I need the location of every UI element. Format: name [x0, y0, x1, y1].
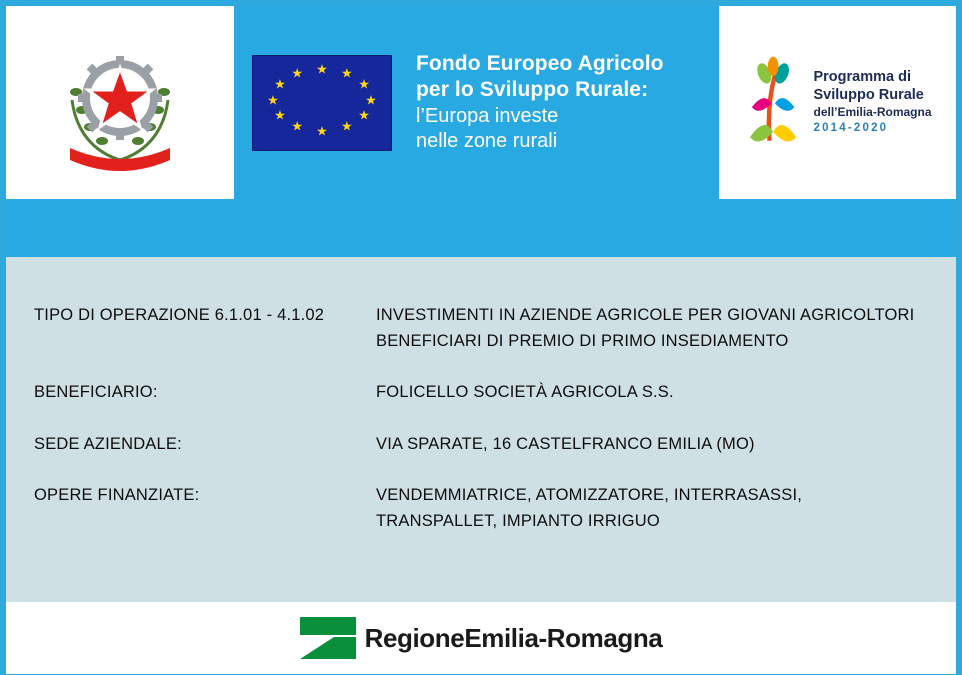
blue-divider-band: [6, 199, 956, 257]
detail-row: [34, 483, 928, 534]
fund-subtitle-line1: l’Europa investe: [416, 104, 559, 127]
fund-subtitle-line2: nelle zone rurali: [416, 129, 558, 152]
psr-logo-container: [719, 6, 956, 199]
fund-title-line1: Fondo Europeo Agricolo: [416, 51, 664, 75]
row-value-line: INVESTIMENTI IN AZIENDE AGRICOLE PER GIOVANI AGRICOLTORI: [376, 306, 915, 324]
poster-footer: [6, 602, 956, 674]
eu-flag-icon: ★ ★ ★ ★ ★ ★ ★ ★ ★ ★ ★ ★: [252, 55, 392, 151]
psr-line1: Programma di: [813, 69, 911, 86]
eu-fund-text: [416, 51, 664, 154]
row-value-works: [376, 483, 928, 534]
psr-symbol-icon: [743, 54, 805, 151]
poster-header: [6, 6, 956, 199]
detail-row: [34, 432, 928, 458]
psr-line2: Sviluppo Rurale: [813, 87, 924, 104]
row-value-line: VIA SPARATE, 16 CASTELFRANCO EMILIA (MO): [376, 434, 755, 453]
row-value-line: FOLICELLO SOCIETÀ AGRICOLA S.S.: [376, 383, 674, 402]
detail-row: [34, 303, 928, 354]
row-value-line: BENEFICIARI DI PREMIO DI PRIMO INSEDIAMENTO: [376, 331, 789, 350]
psr-years: 2014-2020: [813, 122, 889, 135]
row-label-operation: TIPO DI OPERAZIONE 6.1.01 - 4.1.02: [34, 306, 325, 324]
row-label-beneficiary: BENEFICIARIO:: [34, 383, 158, 402]
row-label-works: OPERE FINANZIATE:: [34, 486, 200, 505]
italian-republic-emblem-icon: [60, 28, 180, 178]
regione-mark-icon: [300, 617, 356, 659]
row-value-beneficiary: [376, 380, 928, 406]
row-value-line: TRANSPALLET, IMPIANTO IRRIGUO: [376, 511, 660, 530]
fund-title-line2: per lo Sviluppo Rurale:: [416, 78, 649, 102]
psr-line3: dell’Emilia-Romagna: [813, 104, 932, 119]
project-details: [6, 257, 956, 602]
detail-row: [34, 380, 928, 406]
regione-emilia-romagna-logo: [300, 617, 663, 659]
eu-fund-banner: [234, 6, 719, 199]
row-value-operation: [376, 303, 928, 354]
row-value-location: [376, 432, 928, 458]
row-value-line: VENDEMMIATRICE, ATOMIZZATORE, INTERRASASSI,: [376, 486, 803, 505]
psr-logo-text: [813, 69, 931, 135]
row-label-location: SEDE AZIENDALE:: [34, 434, 182, 453]
regione-logo-text: RegioneEmilia-Romagna: [364, 622, 663, 653]
italian-republic-emblem-container: [6, 6, 234, 199]
